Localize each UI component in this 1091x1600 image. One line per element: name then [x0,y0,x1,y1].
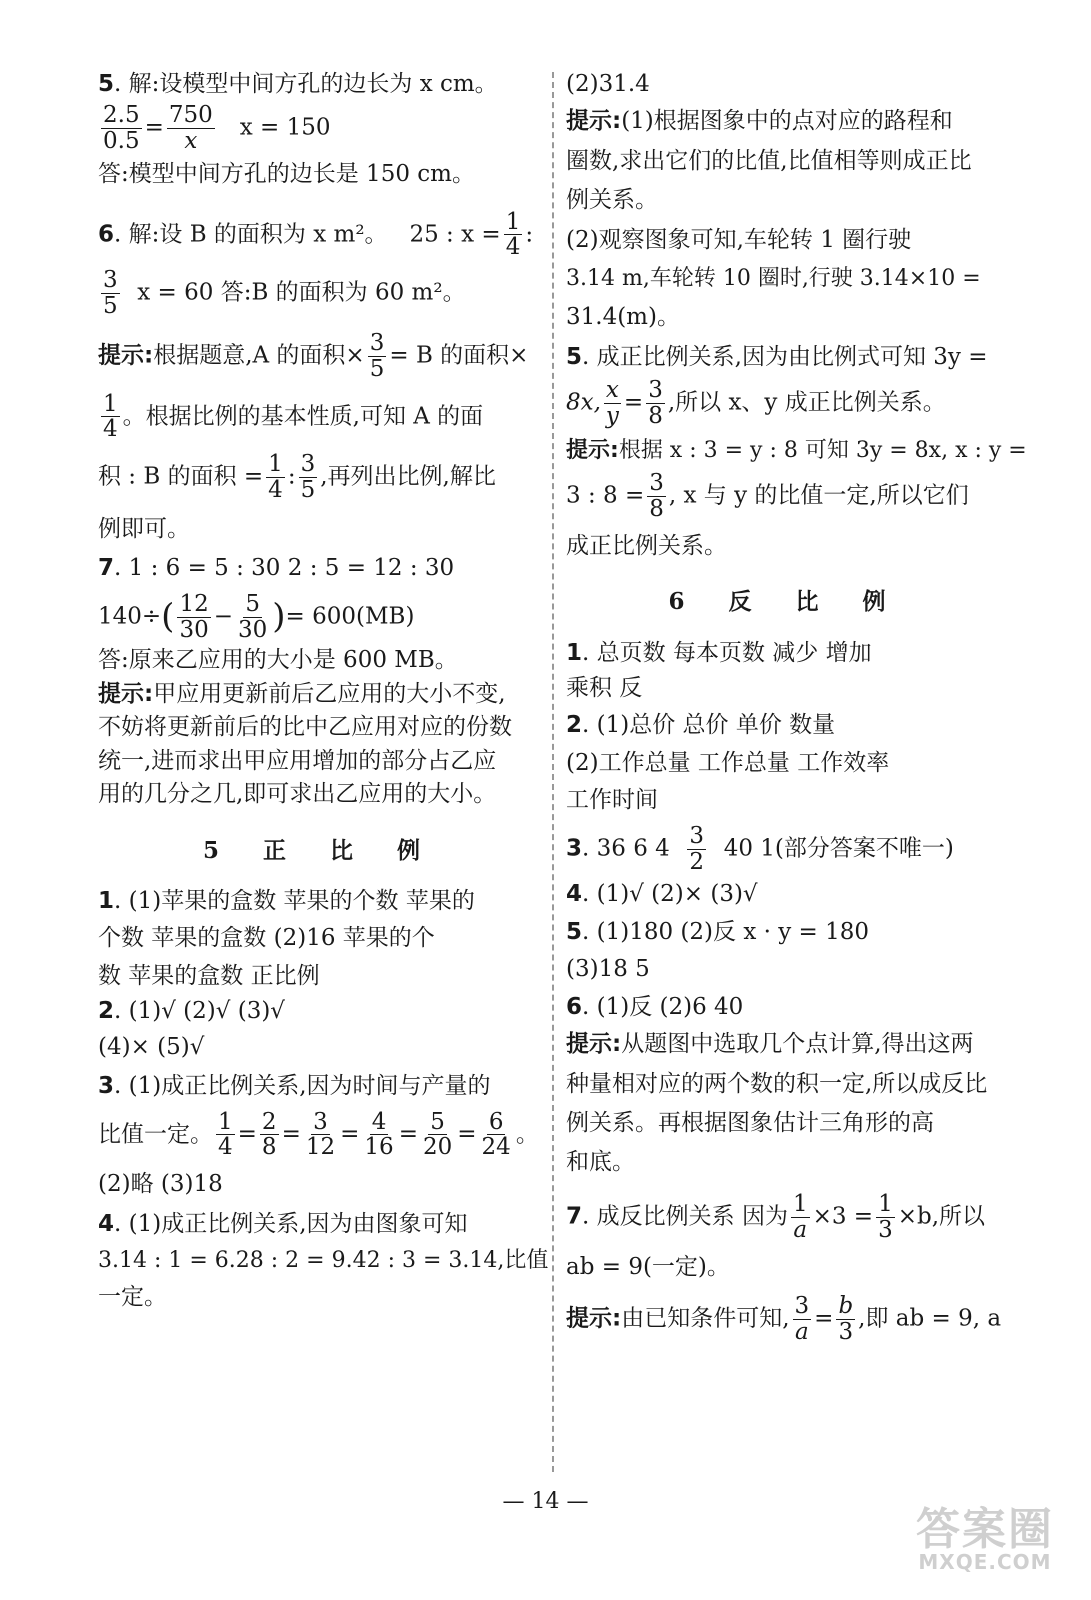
q5-answer: 答:模型中间方孔的边长是 150 cm。 [98,161,475,188]
s6-q3: 3. 36 6 4 $\frac{3}{2}$ 40 1(部分答案不唯一) [566,822,954,875]
s6-q7-line2: ab = 9(一定)。 [566,1253,730,1280]
hint-label: 提示: [566,108,622,135]
fraction: $\frac{4}{16}$ [364,1108,394,1161]
fraction: $\frac{3}{2}$ [689,822,705,875]
fraction: $\frac{3}{12}$ [305,1108,336,1161]
q4-part2: (2)31.4 [566,71,650,97]
fraction: $\frac{x}{y}$ [605,377,619,430]
q7-line: 7. 1 : 6 = 5 : 30 2 : 5 = 12 : 30 [98,555,455,582]
fraction: $\frac{2}{8}$ [261,1108,277,1161]
fraction: $\frac{3}{a}$ [794,1293,810,1345]
section-heading-5: 5 正 比 例 [202,836,439,864]
q6-line: 6. 解:设 B 的面积为 x m²。 25 : x = $\frac{1}{4}$ : [98,208,534,261]
q7-hint: 提示:甲应用更新前后乙应用的大小不变, [98,680,506,707]
q7-hint-line2: 不妨将更新前后的比中乙应用对应的份数 [98,714,512,741]
s6-q6: 6. (1)反 (2)6 40 [566,993,744,1020]
fraction: $\frac{1}{4}$ [505,208,521,261]
s6-q6-hint-line2: 种量相对应的两个数的积一定,所以成反比 [566,1070,988,1097]
q5-right: 5. 成正比例关系,因为由比例式可知 3y = [566,343,988,370]
fraction: $\frac{1}{4}$ [218,1108,233,1161]
fraction: $\frac{5}{30}$ [238,590,268,643]
left-column [98,70,549,1313]
fraction: $\frac{5}{20}$ [422,1108,453,1161]
q5-right-hint-line3: 成正比例关系。 [566,532,727,559]
s5-q2-line2: (4)× (5)√ [98,1033,205,1060]
s5-q4-line2: 3.14 : 1 = 6.28 : 2 = 9.42 : 3 = 3.14,比值 [98,1248,549,1274]
s6-q6-hint-line4: 和底。 [566,1149,635,1176]
question-number: 5 [98,71,115,97]
s6-q1-line2: 乘积 反 [566,675,643,701]
fraction: $\frac{6}{24}$ [481,1108,511,1161]
question-number: 2 [566,712,583,739]
q4-hint-line5: 3.14 m,车轮转 10 圈时,行驶 3.14×10 = [566,266,981,292]
fraction: $\frac{1}{4}$ [268,451,283,503]
column-divider [552,72,554,1472]
question-number: 5 [566,343,583,370]
fraction: $\frac{3}{5}$ [103,267,118,320]
fraction: $\frac{1}{3}$ [878,1190,893,1243]
question-number: 4 [98,1210,115,1237]
question-number: 1 [566,639,583,666]
q4-hint-line3: 例关系。 [566,187,658,214]
q5-line [98,70,543,99]
q4-hint-line6: 31.4(m)。 [566,304,680,331]
q5-text: . 解:设模型中间方孔的边长为 x cm。 [114,71,498,97]
q5-right-hint-line2: 3 : 8 = $\frac{3}{8}$ , x 与 y 的比值一定,所以它们 [566,470,969,522]
s6-q5-line2: (3)18 5 [566,956,650,983]
s5-q1: 1. (1)苹果的盒数 苹果的个数 苹果的 [98,887,475,914]
question-number: 4 [566,881,583,908]
s5-q3-line3: (2)略 (3)18 [98,1171,223,1198]
equals-sign: = [237,1120,257,1147]
fraction: $\frac{3}{8}$ [649,470,664,522]
question-number: 6 [566,993,583,1020]
q7-answer: 答:原来乙应用的大小是 600 MB。 [98,647,458,674]
fraction: $\frac{1}{4}$ [103,390,118,443]
s6-q4: 4. (1)√ (2)× (3)√ [566,881,758,908]
watermark-logo [900,1504,1070,1588]
q5-right-line2: 8x, $\frac{x}{y}$ = $\frac{3}{8}$ ,所以 x、y 成正比例关系。 [566,377,946,430]
right-column [566,70,1027,1345]
s5-q1-line3: 数 苹果的盒数 正比例 [98,962,320,989]
question-number: 2 [98,998,115,1025]
hint-label: 提示: [566,437,619,463]
question-number: 1 [98,887,115,914]
equals-sign: = [281,1120,301,1147]
equals-sign: = [340,1120,360,1147]
q7-hint-line3: 统一,进而求出甲应用增加的部分占乙应 [98,747,497,774]
q7-calc: 140÷( $\frac{12}{30}$ − $\frac{5}{30}$ )= 600(MB) [98,590,415,643]
equals-sign: = [398,1120,418,1147]
q4-hint-line2: 圈数,求出它们的比值,比值相等则成正比 [566,147,972,174]
q5-solution: x = 150 [239,114,331,141]
s6-q6-hint-line3: 例关系。再根据图象估计三角形的高 [566,1110,934,1137]
question-number: 7 [98,555,115,582]
fraction: $\frac{3}{8}$ [648,377,663,430]
watermark-url: MXQE.COM [918,1550,1052,1574]
hint-label: 提示: [566,1031,622,1058]
hint-label: 提示: [98,342,154,369]
s6-q5: 5. (1)180 (2)反 x · y = 180 [566,918,870,945]
q4-hint: 提示:(1)根据图象中的点对应的路程和 [566,108,953,135]
s6-q6-hint: 提示:从题图中选取几个点计算,得出这两 [566,1031,974,1058]
s6-q7-hint: 提示:由已知条件可知, $\frac{3}{a}$ = $\frac{b}{3}$ ,即 ab = 9, a [566,1293,1002,1345]
fraction: $\frac{3}{5}$ [369,329,385,382]
fraction: $\frac{3}{5}$ [300,451,316,503]
s6-q2-line2: (2)工作总量 工作总量 工作效率 [566,749,890,776]
fraction: $\frac{2.5}{0.5}$ [103,102,140,155]
question-number: 7 [566,1203,583,1230]
q6-hint-line4: 例即可。 [98,515,190,542]
fraction: $\frac{b}{3}$ [838,1293,854,1345]
s5-q3: 3. (1)成正比例关系,因为时间与产量的 [98,1073,491,1100]
equals-sign: = [457,1120,477,1147]
fraction: $\frac{750}{x}$ [168,102,213,155]
q5-right-hint: 提示:根据 x : 3 = y : 8 可知 3y = 8x, x : y = [566,437,1027,463]
q4-hint-line4: (2)观察图象可知,车轮转 1 圈行驶 [566,226,912,253]
watermark-text: 答案圈 [916,1504,1054,1555]
s5-q1-line2: 个数 苹果的盒数 (2)16 苹果的个 [98,925,435,952]
s5-q4-line3: 一定。 [98,1284,167,1311]
fraction: $\frac{12}{30}$ [179,590,209,643]
fraction: $\frac{1}{a}$ [792,1190,808,1243]
s5-q2: 2. (1)√ (2)√ (3)√ [98,998,285,1025]
q6-hint: 提示:根据题意,A 的面积× $\frac{3}{5}$ = B 的面积× [98,329,529,382]
s5-q4: 4. (1)成正比例关系,因为由图象可知 [98,1210,468,1237]
hint-label: 提示: [566,1305,622,1332]
q6-hint-line2: $\frac{1}{4}$ 。根据比例的基本性质,可知 A 的面 [103,390,484,443]
q7-hint-line4: 用的几分之几,即可求出乙应用的大小。 [98,781,497,808]
s5-q3-line2: 比值一定。 $\frac{1}{4}$ = $\frac{2}{8}$ = $\frac{3}{12}$ = $\frac{4}{16}$ = $\frac{5}{20}$ = $\frac{6}{24}$ 。 [98,1108,539,1161]
question-number: 3 [566,835,583,862]
q6-line2: $\frac{3}{5}$ x = 60 答:B 的面积为 60 m²。 [103,267,466,320]
s6-q2-line3: 工作时间 [566,787,658,814]
s6-q2: 2. (1)总价 总价 单价 数量 [566,712,836,739]
section-heading-6: 6 反 比 例 [668,588,904,616]
q6-hint-line3: 积 : B 的面积 = $\frac{1}{4}$ : $\frac{3}{5}$ ,再列出比例,解比 [98,451,496,503]
question-number: 6 [98,220,115,247]
s6-q7: 7. 成反比例关系 因为 $\frac{1}{a}$ ×3 = $\frac{1}{3}$ ×b,所以 [566,1190,986,1243]
page-number: — 14 — [502,1489,589,1514]
q5-equation: $\frac{2.5}{0.5}$ = $\frac{750}{x}$ x = 150 [103,102,331,155]
question-number: 5 [566,918,583,945]
hint-label: 提示: [98,680,154,707]
question-number: 3 [98,1073,115,1100]
s6-q1: 1. 总页数 每本页数 减少 增加 [566,639,872,666]
